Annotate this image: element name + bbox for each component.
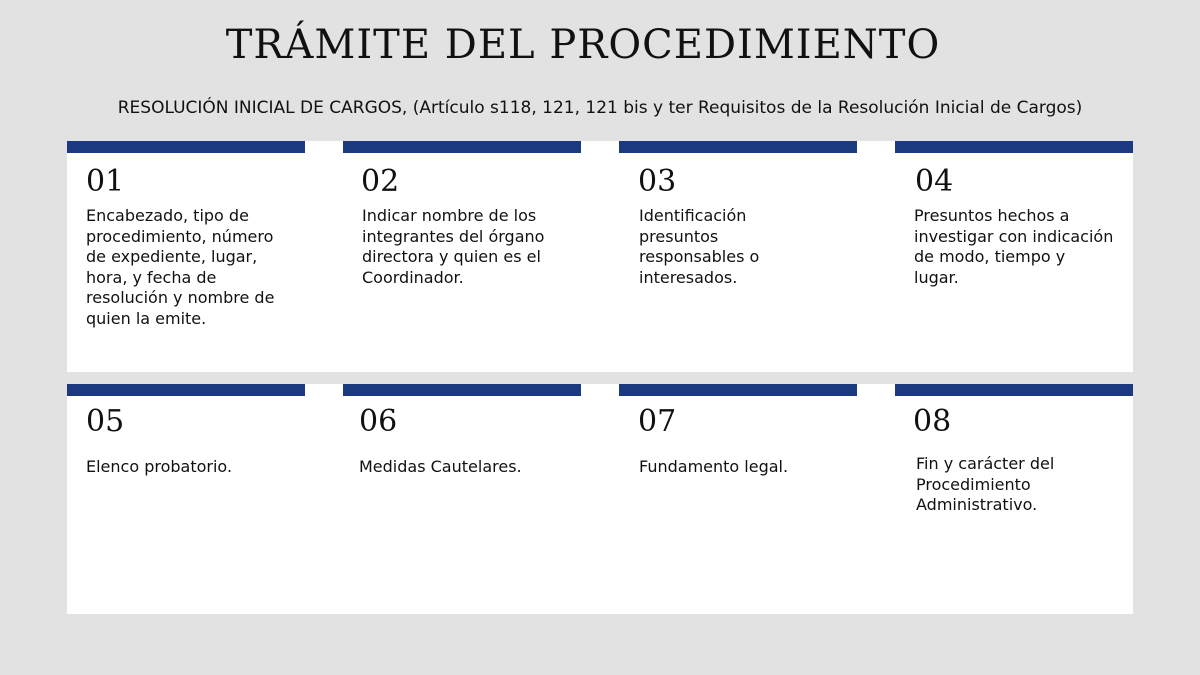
card-02-text: Indicar nombre de los integrantes del órgano directora y quien es el Coordinador.	[362, 206, 545, 287]
card-02-number: 02	[361, 164, 400, 199]
card-04-text: Presuntos hechos a investigar con indicación de modo, tiempo y lugar.	[914, 206, 1114, 287]
card-03-text: Identificación presuntos responsables o interesados.	[639, 206, 760, 287]
card-04-number: 04	[915, 164, 954, 199]
card-03-accent-bar	[619, 141, 857, 153]
card-01-number: 01	[86, 164, 125, 199]
card-07-accent-bar	[619, 384, 857, 396]
card-05-text: Elenco probatorio.	[86, 457, 233, 476]
card-07-text: Fundamento legal.	[639, 457, 789, 476]
card-06-accent-bar	[343, 384, 581, 396]
card-01-text: Encabezado, tipo de procedimiento, número de expediente, lugar, hora, y fecha de resolución y nombre de quien la emite.	[86, 206, 275, 328]
card-06-number: 06	[359, 404, 398, 439]
card-07-number: 07	[638, 404, 677, 439]
card-05-number: 05	[86, 404, 125, 439]
card-06-text: Medidas Cautelares.	[359, 457, 522, 476]
card-08-accent-bar	[895, 384, 1133, 396]
card-02-accent-bar	[343, 141, 581, 153]
card-03-number: 03	[638, 164, 677, 199]
card-05-accent-bar	[67, 384, 305, 396]
page-subtitle: RESOLUCIÓN INICIAL DE CARGOS, (Artículo s118, 121, 121 bis y ter Requisitos de la Resolución Inicial de Cargos)	[117, 98, 1083, 118]
card-04-accent-bar	[895, 141, 1133, 153]
card-08-number: 08	[913, 404, 952, 439]
card-01-accent-bar	[67, 141, 305, 153]
card-08-text: Fin y carácter del Procedimiento Administrativo.	[916, 454, 1055, 514]
page-title: TRÁMITE DEL PROCEDIMIENTO	[225, 22, 941, 68]
